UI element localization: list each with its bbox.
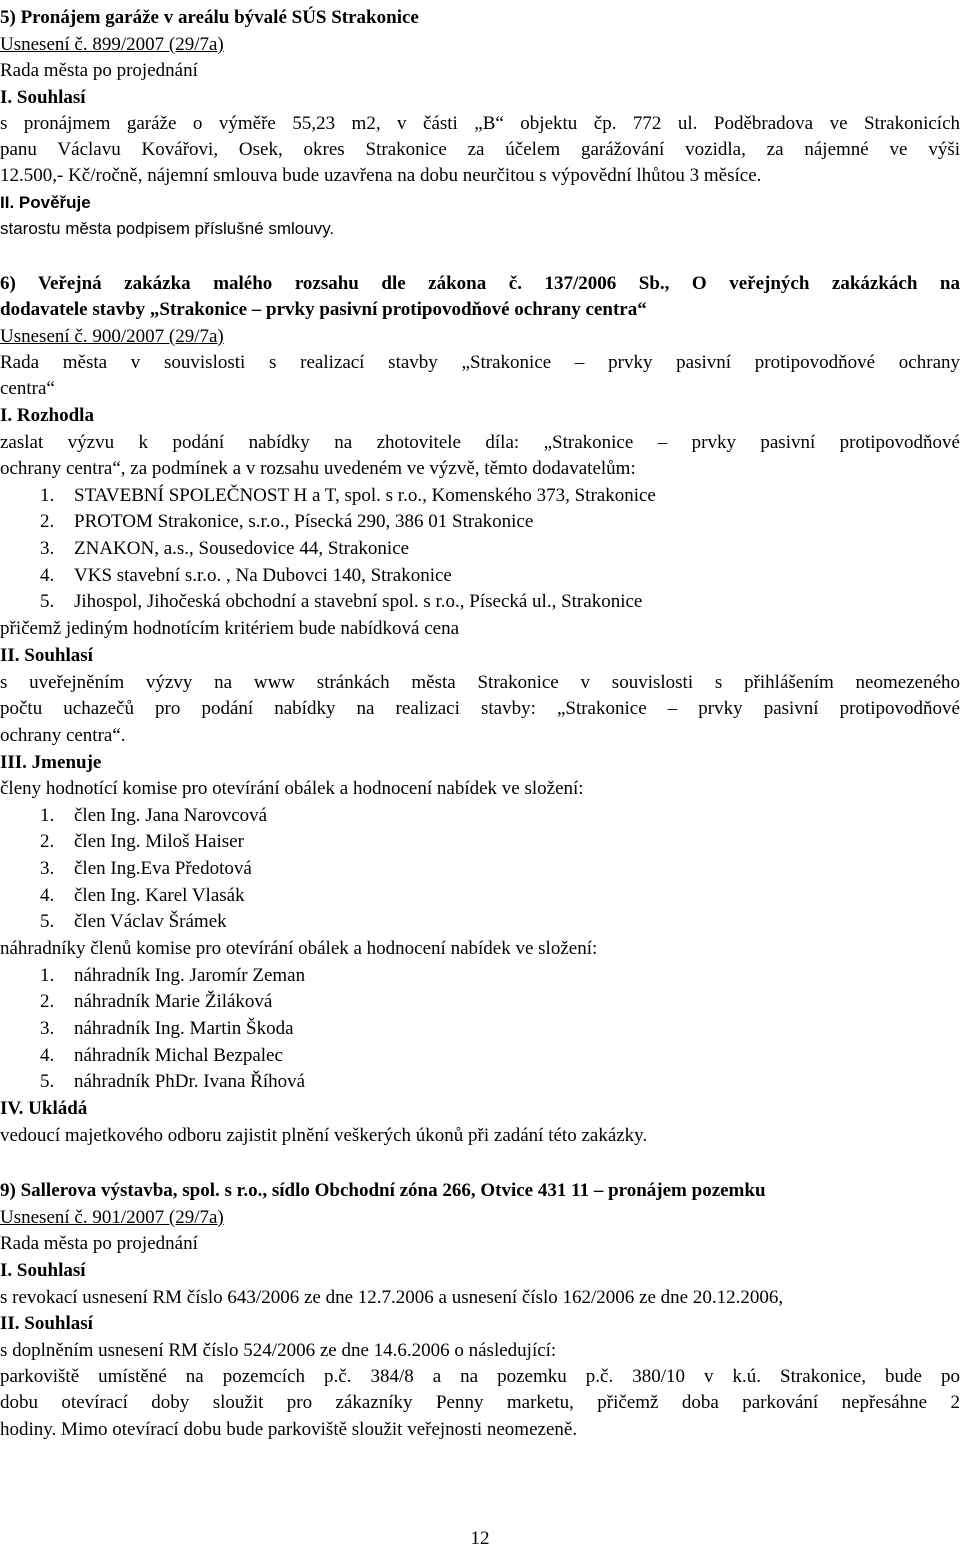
supplier-text: STAVEBNÍ SPOLEČNOST H a T, spol. s r.o., Komenského 373, Strakonice (74, 485, 656, 506)
section-5-p1-line3 (0, 163, 960, 189)
section-6-p1-line2: ochrany centra“, za podmínek a v rozsahu uvedeném ve výzvě, těmto dodavatelům: (0, 458, 636, 479)
supplier-number: 3. (40, 538, 55, 559)
section-6-heading-line1: 6) Veřejná zakázka malého rozsahu dle zákona č. 137/2006 Sb., O veřejných zakázkách na (0, 273, 960, 294)
section-6-p1-label: I. Rozhodla (0, 405, 94, 426)
supplier-text: VKS stavební s.r.o. , Na Dubovci 140, Strakonice (74, 565, 452, 586)
section-6-p2-line2: počtu uchazečů pro podání nabídky na realizaci stavby: „Strakonice – prvky pasivní protipovodňové (0, 698, 960, 719)
supplier-number: 2. (40, 511, 55, 532)
substitute-text: náhradník Ing. Martin Škoda (74, 1018, 294, 1039)
substitute-number: 4. (40, 1045, 55, 1066)
section-6-intro-line2: centra“ (0, 378, 55, 399)
supplier-item (40, 589, 642, 615)
member-item (40, 909, 227, 935)
member-text: člen Ing. Jana Narovcová (74, 805, 268, 826)
substitute-number: 1. (40, 965, 55, 986)
section-9-heading: 9) Sallerova výstavba, spol. s r.o., sídlo Obchodní zóna 266, Otvice 431 11 – pronájem pozemku (0, 1180, 766, 1201)
section-5-intro: Rada města po projednání (0, 60, 198, 81)
member-text: člen Ing. Karel Vlasák (74, 885, 245, 906)
substitute-item (40, 1069, 305, 1095)
section-9-p2-label: II. Souhlasí (0, 1313, 93, 1334)
member-number: 3. (40, 858, 55, 879)
member-number: 2. (40, 831, 55, 852)
section-6-p1-after: přičemž jediným hodnotícím kritériem bude nabídková cena (0, 618, 460, 639)
section-6-heading-line2: dodavatele stavby „Strakonice – prvky pasivní protipovodňové ochrany centra“ (0, 299, 647, 320)
supplier-text: Jihospol, Jihočeská obchodní a stavební spol. s r.o., Písecká ul., Strakonice (74, 591, 643, 612)
supplier-item (40, 483, 656, 509)
section-9-p2-line3: dobu otevírací doby sloužit pro zákazníky Penny marketu, přičemž doba parkování nepřesáhne 2 (0, 1392, 960, 1413)
substitute-number: 3. (40, 1018, 55, 1039)
section-6-p3-label: III. Jmenuje (0, 752, 102, 773)
section-9-p2-line4: hodiny. Mimo otevírací dobu bude parkoviště sloužit veřejnosti neomezeně. (0, 1419, 578, 1440)
substitute-item (40, 989, 272, 1015)
supplier-number: 4. (40, 565, 55, 586)
section-9-p1-text: s revokací usnesení RM číslo 643/2006 ze dne 12.7.2006 a usnesení číslo 162/2006 ze dne 20.12.2006, (0, 1287, 784, 1308)
section-6-p1-line1: zaslat výzvu k podání nabídky na zhotovitele díla: „Strakonice – prvky pasivní protipovodňové (0, 432, 960, 453)
supplier-text: PROTOM Strakonice, s.r.o., Písecká 290, 386 01 Strakonice (74, 511, 534, 532)
section-9-resolution: Usnesení č. 901/2007 (29/7a) (0, 1207, 224, 1228)
substitute-text: náhradník PhDr. Ivana Říhová (74, 1071, 306, 1092)
supplier-item (40, 536, 409, 562)
supplier-number: 1. (40, 485, 55, 506)
section-6-p2-label: II. Souhlasí (0, 645, 93, 666)
substitute-item (40, 1016, 294, 1042)
section-5-p1-label: I. Souhlasí (0, 87, 86, 108)
supplier-text: ZNAKON, a.s., Sousedovice 44, Strakonice (74, 538, 410, 559)
substitute-text: náhradník Michal Bezpalec (74, 1045, 283, 1066)
member-item (40, 883, 245, 909)
section-6-intro-line1: Rada města v souvislosti s realizací stavby „Strakonice – prvky pasivní protipovodňové ochrany (0, 352, 960, 373)
substitute-text: náhradník Ing. Jaromír Zeman (74, 965, 306, 986)
section-6-p2-line1: s uveřejněním výzvy na www stránkách města Strakonice v souvislosti s přihlášením neomezeného (0, 672, 960, 693)
section-6-p3-text: členy hodnotící komise pro otevírání obálek a hodnocení nabídek ve složení: (0, 778, 584, 799)
member-number: 4. (40, 885, 55, 906)
section-6-p2-line3: ochrany centra“. (0, 725, 126, 746)
section-6-subs-intro: náhradníky členů komise pro otevírání obálek a hodnocení nabídek ve složení: (0, 938, 598, 959)
substitute-text: náhradník Marie Žiláková (74, 991, 273, 1012)
substitute-item (40, 963, 305, 989)
section-9-p2-line2: parkoviště umístěné na pozemcích p.č. 384/8 a na pozemku p.č. 380/10 v k.ú. Strakonice, bude po (0, 1366, 960, 1387)
section-6-p4-label: IV. Ukládá (0, 1098, 88, 1119)
substitute-number: 2. (40, 991, 55, 1012)
supplier-item (40, 509, 533, 535)
section-9-p1-label: I. Souhlasí (0, 1260, 86, 1281)
member-number: 5. (40, 911, 55, 932)
page-number: 12 (470, 1528, 490, 1549)
member-item (40, 803, 267, 829)
substitute-number: 5. (40, 1071, 55, 1092)
section-5-resolution: Usnesení č. 899/2007 (29/7a) (0, 34, 224, 55)
section-5-heading: 5) Pronájem garáže v areálu bývalé SÚS Strakonice (0, 7, 419, 28)
substitute-item (40, 1043, 283, 1069)
section-9-intro: Rada města po projednání (0, 1233, 198, 1254)
member-number: 1. (40, 805, 55, 826)
member-text: člen Václav Šrámek (74, 911, 227, 932)
section-5-p2-text: starostu města podpisem příslušné smlouvy. (0, 219, 335, 238)
section-5-p2-label: II. Pověřuje (0, 193, 91, 212)
member-item (40, 856, 252, 882)
supplier-number: 5. (40, 591, 55, 612)
member-text: člen Ing.Eva Předotová (74, 858, 252, 879)
member-item (40, 829, 244, 855)
supplier-item (40, 563, 452, 589)
section-6-p4-text: vedoucí majetkového odboru zajistit plnění veškerých úkonů při zadání této zakázky. (0, 1125, 648, 1146)
section-5-p1-line3-text: 12.500,- Kč/ročně, nájemní smlouva bude uzavřena na dobu neurčitou s výpovědní lhůtou 3 měsíce. (0, 165, 762, 186)
section-5-p1-line1: s pronájmem garáže o výměře 55,23 m2, v části „B“ objektu čp. 772 ul. Poděbradova ve Strakonicích (0, 113, 960, 134)
section-5-p1-line2: panu Václavu Kovářovi, Osek, okres Strakonice za účelem garážování vozidla, za nájemné ve výši (0, 139, 960, 160)
section-9-p2-line1: s doplněním usnesení RM číslo 524/2006 ze dne 14.6.2006 o následující: (0, 1340, 557, 1361)
member-text: člen Ing. Miloš Haiser (74, 831, 244, 852)
section-6-resolution: Usnesení č. 900/2007 (29/7a) (0, 326, 224, 347)
